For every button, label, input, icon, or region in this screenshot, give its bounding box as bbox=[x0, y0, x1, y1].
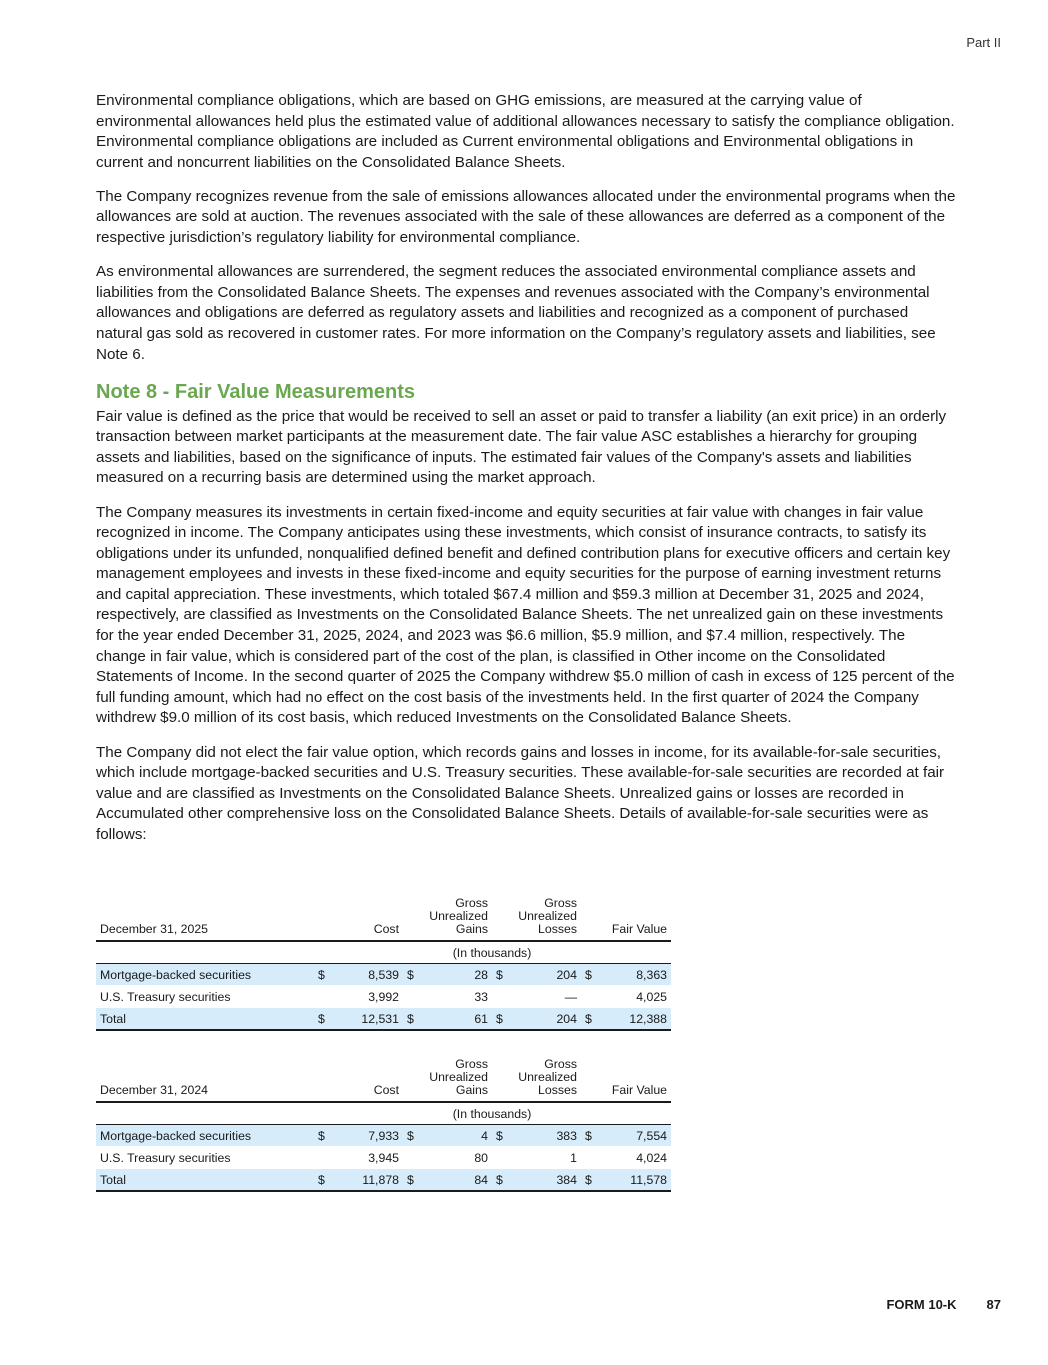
table-date-header: December 31, 2025 bbox=[96, 897, 314, 941]
note-heading: Note 8 - Fair Value Measurements bbox=[96, 380, 416, 403]
table-row: U.S. Treasury securities 3,945 80 1 4,024 bbox=[96, 1147, 671, 1169]
paragraph: The Company recognizes revenue from the sale of emissions allowances allocated under the environmental programs when the allowances are sold at auction. The revenues associated with the sale of these allowances are deferred as a component of the respective jurisdiction’s regulatory liability for environmental compliance. bbox=[96, 187, 956, 247]
page-footer bbox=[886, 1297, 1001, 1312]
table-row: Mortgage-backed securities $ 8,539 $ 28 $ 204 $ 8,363 bbox=[96, 964, 671, 986]
paragraph: Environmental compliance obligations, which are based on GHG emissions, are measured at the carrying value of environmental allowances held plus the estimated value of additional allowances necessary to satisfy the compliance obligation. Environmental compliance obligations are included as Current environmental obligations and Environmental obligations in current and noncurrent liabilities on the Consolidated Balance Sheets. bbox=[96, 92, 955, 171]
losses-header: Gross Unrealized Losses bbox=[506, 897, 581, 941]
form-label: FORM 10-K bbox=[886, 1297, 957, 1312]
table-row: U.S. Treasury securities 3,992 33 — 4,025 bbox=[96, 986, 671, 1008]
cost-header: Cost bbox=[328, 1058, 403, 1102]
cost-header: Cost bbox=[328, 897, 403, 941]
securities-table-2025 bbox=[96, 897, 671, 1031]
total-row: Total $ 11,878 $ 84 $ 384 $ 11,578 bbox=[96, 1169, 671, 1192]
paragraph: The Company did not elect the fair value option, which records gains and losses in income, for its available-for-sale securities, which include mortgage-backed securities and U.S. Treasury securities. These available-for-sale securities are recorded at fair value and are classified as Investments on the Consolidated Balance Sheets. Unrealized gains or losses are recorded in Accumulated other comprehensive loss on the Consolidated Balance Sheets. Details of available-for-sale securities were as follows: bbox=[96, 743, 945, 843]
gains-header: Gross Unrealized Gains bbox=[417, 897, 492, 941]
fair-value-header: Fair Value bbox=[595, 1058, 671, 1102]
securities-table-2024 bbox=[96, 1058, 671, 1192]
body-text bbox=[96, 91, 958, 859]
paragraph: The Company measures its investments in certain fixed-income and equity securities at fair value with changes in fair value recognized in income. The Company anticipates using these investments, which consist of insurance contracts, to satisfy its obligations under its unfunded, nonqualified defined benefit and defined contribution plans for executive officers and certain key management employees and invests in these fixed-income and equity securities for the purpose of earning investment returns and capital appreciation. These investments, which totaled $67.4 million and $59.3 million at December 31, 2025 and 2024, respectively, are classified as Investments on the Consolidated Balance Sheets. The net unrealized gain on these investments for the year ended December 31, 2025, 2024, and 2023 was $6.6 million, $5.9 million, and $7.4 million, respectively. The change in fair value, which is considered part of the cost of the plan, is classified in Other income on the Consolidated Statements of Income. In the second quarter of 2025 the Company withdrew $5.0 million of cash in excess of 125 percent of the full funding amount, which had no effect on the cost basis of the investments held. In the first quarter of 2024 the Company withdrew $9.0 million of its cost basis, which reduced Investments on the Consolidated Balance Sheets. bbox=[96, 503, 955, 727]
units-label: (In thousands) bbox=[403, 1102, 581, 1125]
paragraph: Fair value is defined as the price that would be received to sell an asset or paid to transfer a liability (an exit price) in an orderly transaction between market participants at the measurement date. The fair value ASC establishes a hierarchy for grouping assets and liabilities, based on the significance of inputs. The estimated fair values of the Company's assets and liabilities measured on a recurring basis are determined using the market approach. bbox=[96, 407, 947, 487]
part-label: Part II bbox=[966, 35, 1001, 50]
gains-header: Gross Unrealized Gains bbox=[417, 1058, 492, 1102]
page-number: 87 bbox=[986, 1297, 1001, 1312]
total-row: Total $ 12,531 $ 61 $ 204 $ 12,388 bbox=[96, 1008, 671, 1031]
table-row: Mortgage-backed securities $ 7,933 $ 4 $ 383 $ 7,554 bbox=[96, 1125, 671, 1147]
losses-header: Gross Unrealized Losses bbox=[506, 1058, 581, 1102]
fair-value-header: Fair Value bbox=[595, 897, 671, 941]
units-label: (In thousands) bbox=[403, 941, 581, 964]
paragraph: As environmental allowances are surrendered, the segment reduces the associated environmental compliance assets and liabilities from the Consolidated Balance Sheets. The expenses and revenues associated with the Company’s environmental allowances and obligations are deferred as regulatory assets and liabilities and recognized as a component of purchased natural gas sold as recovered in customer rates. For more information on the Company’s regulatory assets and liabilities, see Note 6. bbox=[96, 263, 936, 363]
table-date-header: December 31, 2024 bbox=[96, 1058, 314, 1102]
